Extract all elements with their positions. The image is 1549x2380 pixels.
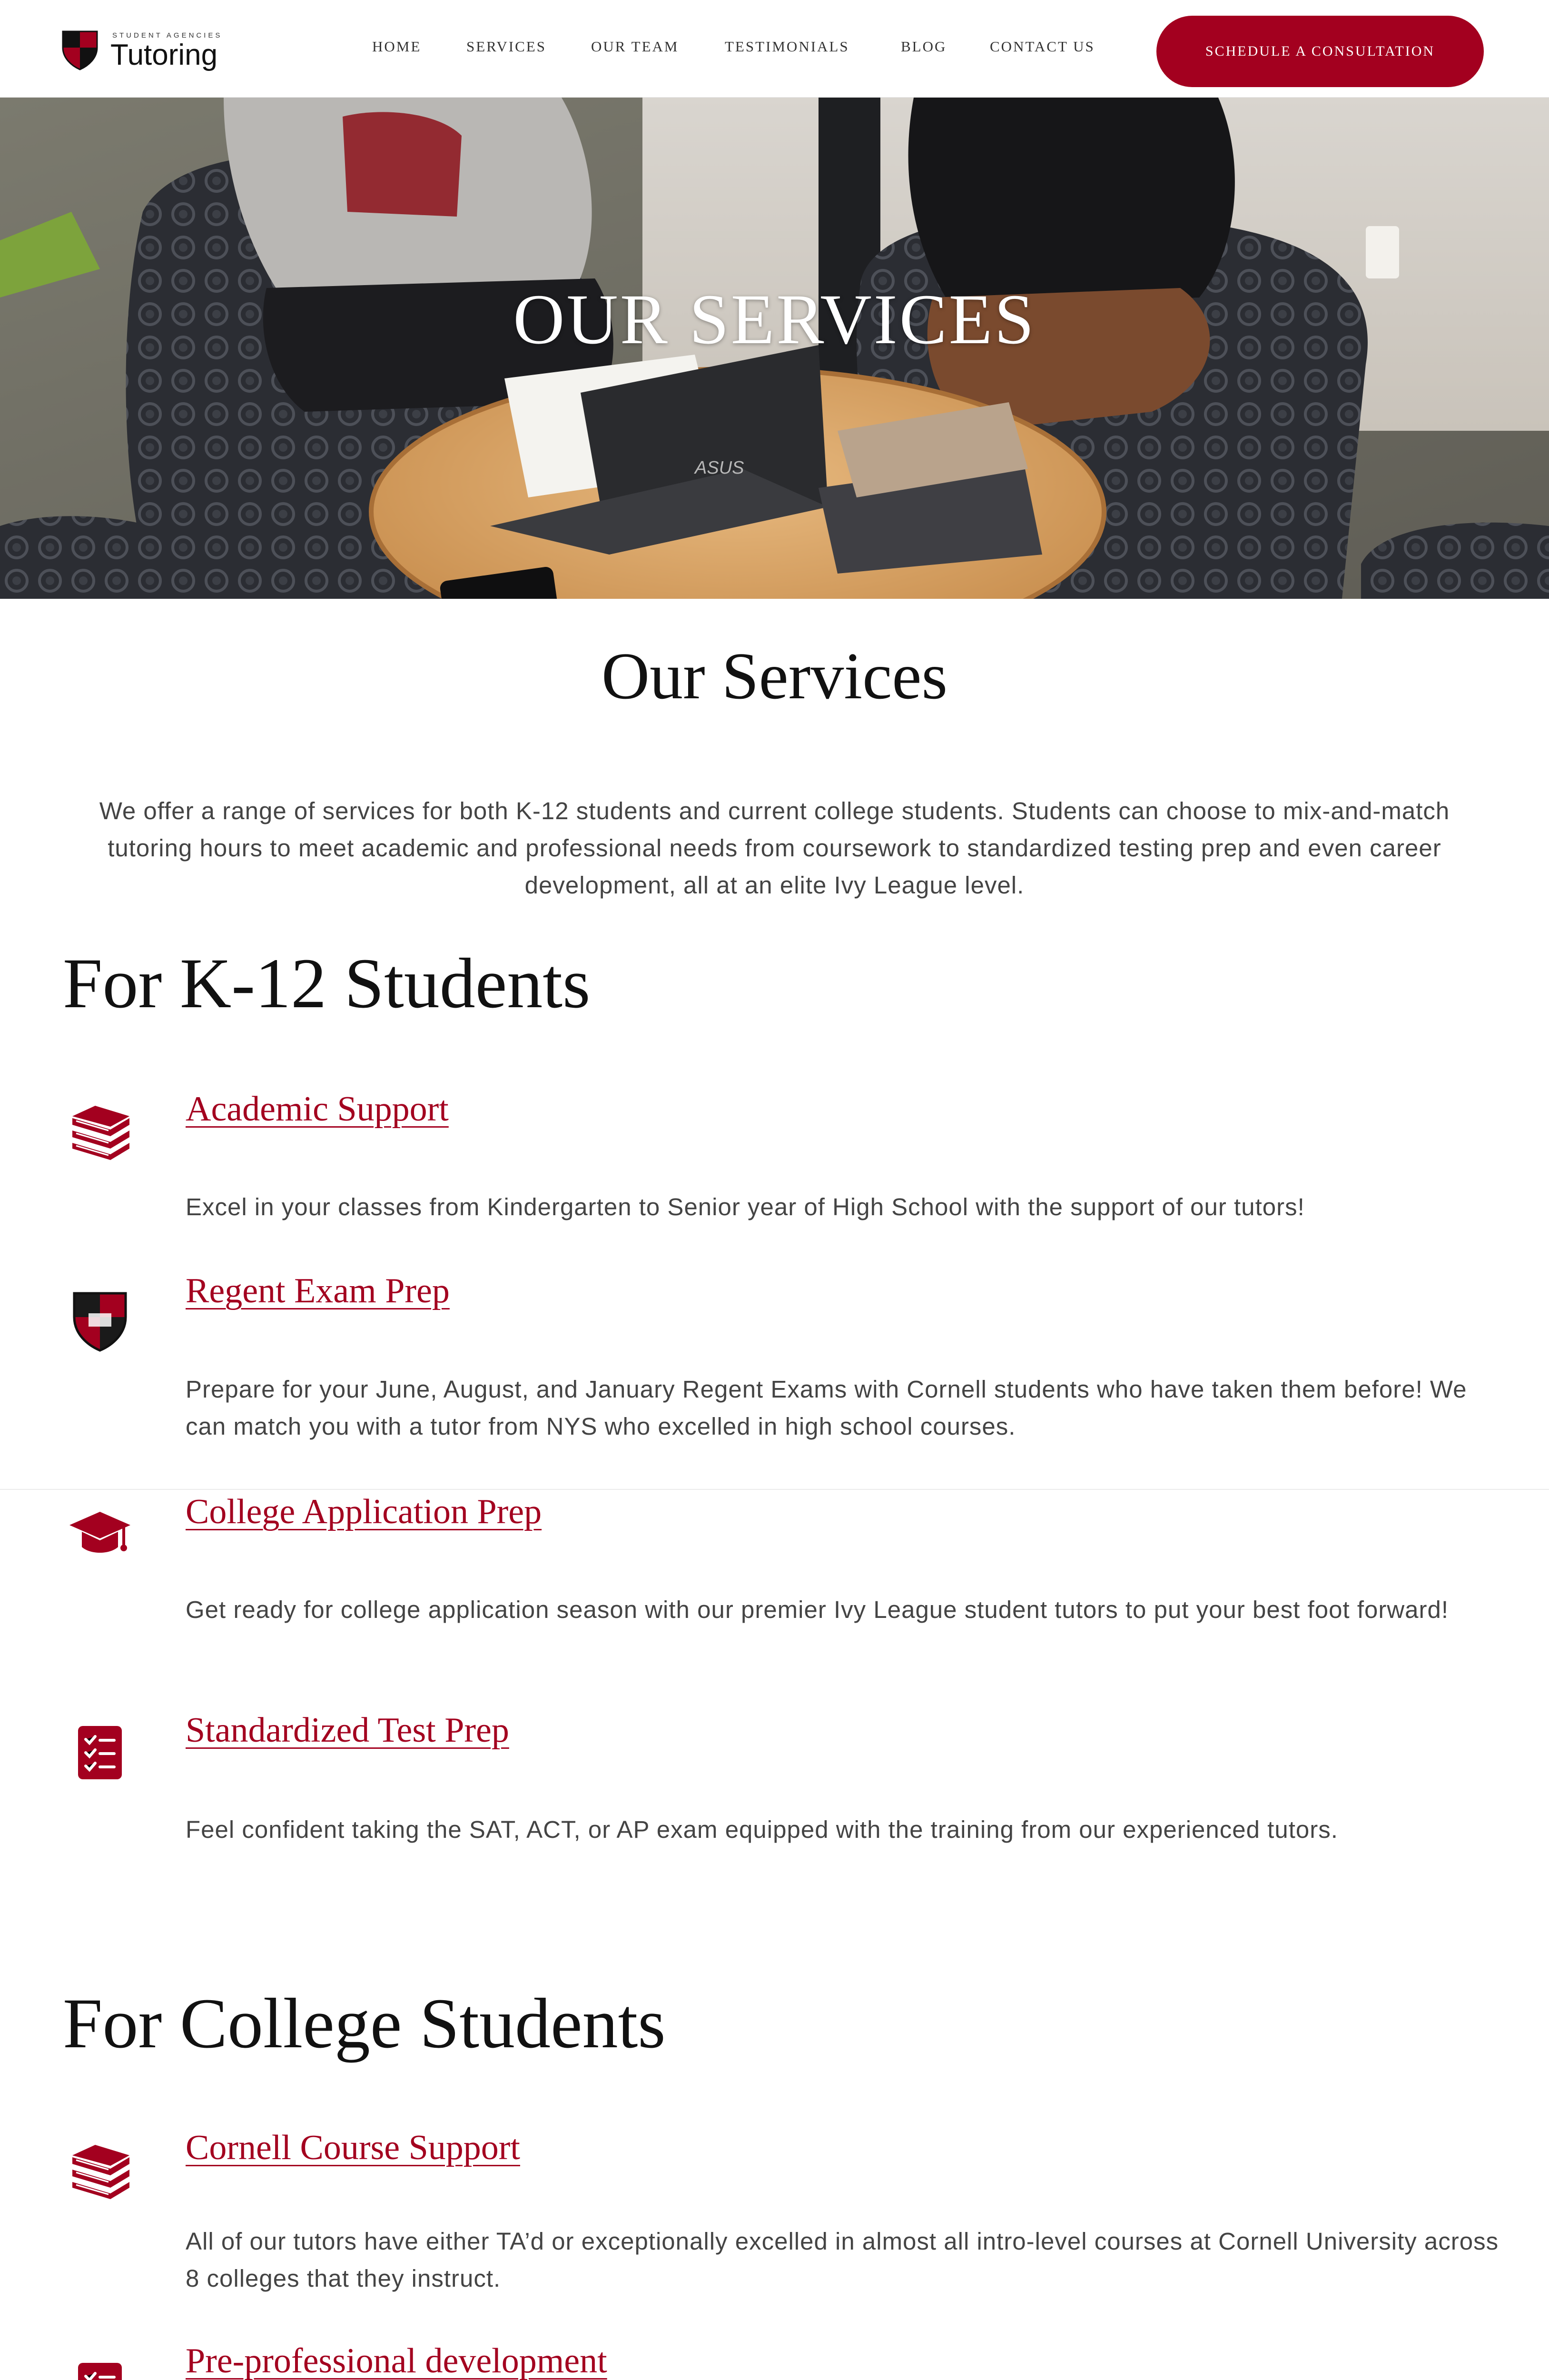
nav-home[interactable]: HOME [372, 38, 422, 55]
intro-paragraph: We offer a range of services for both K-12 students and current college students. Students can choose to mix-and-match tutoring hours to meet academic and professional needs from coursework to standardized testing prep and even career development, all at an elite Ivy League level. [99, 797, 1450, 899]
books-icon [67, 1097, 133, 1164]
books-icon [67, 2136, 133, 2203]
service-title-academic-support[interactable]: Academic Support [186, 1090, 449, 1129]
nav-blog[interactable]: BLOG [901, 38, 947, 55]
service-desc-regent-exam-prep: Prepare for your June, August, and January Regent Exams with Cornell students who have taken them before! We can match you with a tutor from NYS who excelled in high school courses. [186, 1376, 1467, 1440]
service-title-college-application-prep[interactable]: College Application Prep [186, 1492, 542, 1531]
service-title-regent-exam-prep[interactable]: Regent Exam Prep [186, 1271, 450, 1310]
logo-big-text: Tutoring [110, 39, 218, 71]
service-desc-cornell-course-support: All of our tutors have either TA’d or exceptionally excelled in almost all intro-level courses at Cornell University across 8 colleges that they instruct. [186, 2228, 1499, 2292]
logo-shield-icon [61, 29, 99, 70]
site-header [0, 0, 1549, 98]
laptop-brand-text: ASUS [695, 458, 744, 478]
service-title-cornell-course-support[interactable]: Cornell Course Support [186, 2128, 520, 2167]
service-desc-standardized-test-prep: Feel confident taking the SAT, ACT, or AP exam equipped with the training from our experienced tutors. [186, 1816, 1338, 1843]
graduation-cap-icon [67, 1500, 133, 1567]
shield-crest-icon [67, 1288, 133, 1354]
schedule-consultation-button[interactable]: SCHEDULE A CONSULTATION [1156, 16, 1484, 87]
service-title-pre-professional-development[interactable]: Pre-professional development [186, 2341, 607, 2380]
nav-our-team[interactable]: OUR TEAM [591, 38, 679, 55]
logo-small-text: STUDENT AGENCIES [112, 31, 223, 40]
service-title-standardized-test-prep[interactable]: Standardized Test Prep [186, 1711, 509, 1750]
nav-contact-us[interactable]: CONTACT US [990, 38, 1095, 55]
college-heading: For College Students [63, 1984, 666, 2063]
hero-banner [0, 98, 1549, 599]
service-desc-college-application-prep: Get ready for college application season with our premier Ivy League student tutors to put your best foot forward! [186, 1596, 1449, 1623]
service-desc-academic-support: Excel in your classes from Kindergarten to Senior year of High School with the support of our tutors! [186, 1193, 1305, 1220]
k12-heading: For K-12 Students [63, 944, 591, 1023]
page-title: Our Services [601, 639, 947, 713]
nav-testimonials[interactable]: TESTIMONIALS [725, 38, 849, 55]
nav-services[interactable]: SERVICES [466, 38, 546, 55]
checklist-icon [67, 1719, 133, 1786]
site-logo[interactable] [61, 27, 237, 74]
hero-title: OUR SERVICES [513, 280, 1036, 359]
checklist-icon [67, 2356, 133, 2380]
section-divider [0, 1489, 1549, 1490]
